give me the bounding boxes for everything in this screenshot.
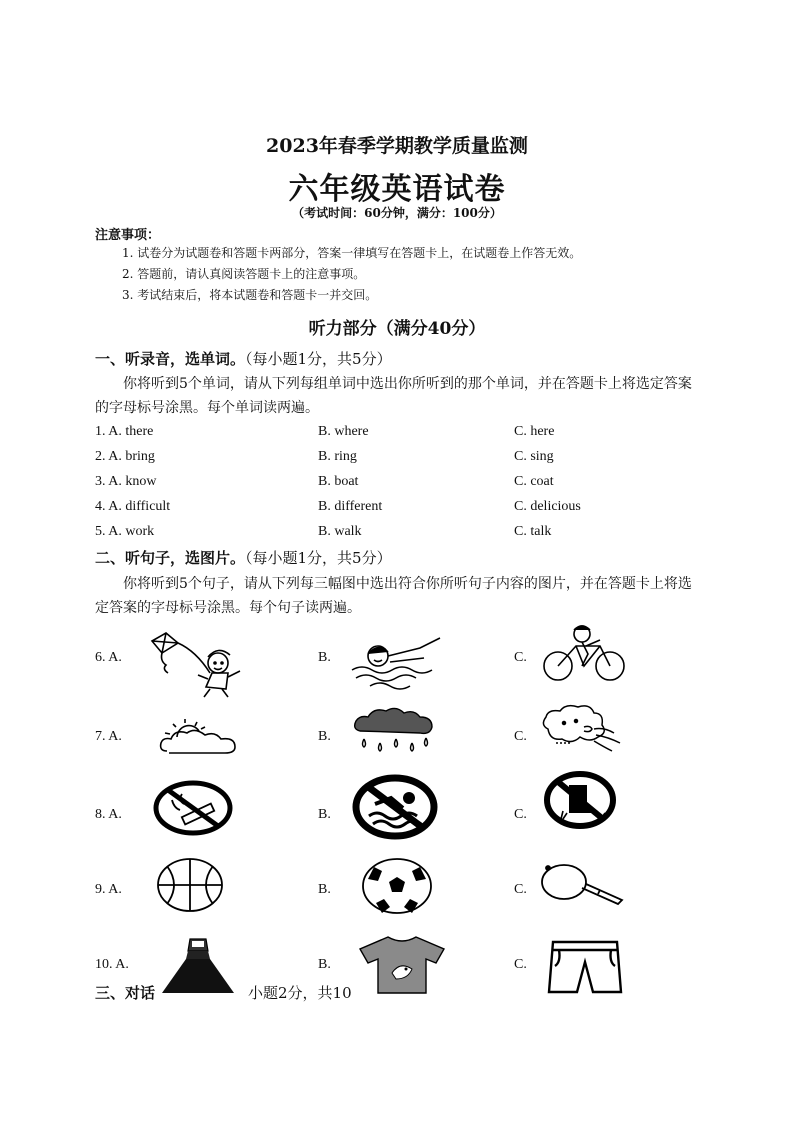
part1-scoring: （每小题1分，共5分）: [245, 350, 392, 368]
t-shirt-icon: [356, 933, 448, 995]
part2-instructions: 你将听到5个句子，请从下列每三幅图中选出符合你所听句子内容的图片，并在答题卡上将选定答案的字母标号涂黑。每个句子读两遍。: [95, 576, 692, 616]
sunny-cloudy-icon: [155, 717, 241, 755]
option-5a: 5. A. work: [95, 524, 155, 539]
option-3c: C. coat: [514, 474, 554, 489]
pic-label-9a: 9. A.: [95, 882, 122, 897]
exam-title-line2: 六年级英语试卷: [288, 172, 506, 207]
part2-title: 二、听句子，选图片。: [95, 549, 246, 567]
option-2b: B. ring: [318, 449, 357, 464]
notice-item: 2. 答题前，请认真阅读答题卡上的注意事项。: [122, 267, 366, 281]
part3-scoring: 小题2分，共10: [248, 984, 352, 1002]
ping-pong-paddle-icon: [538, 862, 628, 912]
windy-icon: [538, 703, 628, 755]
swimming-icon: [350, 634, 450, 689]
notice-item: 1. 试卷分为试题卷和答题卡两部分，答案一律填写在答题卡上，在试题卷上作答无效。: [122, 246, 582, 260]
exam-info: （考试时间：60分钟，满分：100分）: [292, 206, 502, 220]
pic-label-6a: 6. A.: [95, 650, 122, 665]
dress-icon: [160, 937, 236, 995]
pic-label-8b: B.: [318, 807, 331, 822]
notice-heading: 注意事项：: [95, 228, 161, 243]
cycling-icon: [542, 624, 628, 684]
part3-heading: [95, 982, 155, 1003]
option-4a: 4. A. difficult: [95, 499, 171, 514]
part1-title: 一、听录音，选单词。: [95, 350, 246, 368]
no-smoking-icon: [152, 780, 234, 836]
pic-label-10a: 10. A.: [95, 957, 129, 972]
pic-label-6b: B.: [318, 650, 331, 665]
option-3b: B. boat: [318, 474, 359, 489]
option-5b: B. walk: [318, 524, 362, 539]
pic-label-9b: B.: [318, 882, 331, 897]
option-1a: 1. A. there: [95, 424, 154, 439]
pic-label-6c: C.: [514, 650, 527, 665]
option-1c: C. here: [514, 424, 555, 439]
exam-title-line1: 2023年春季学期教学质量监测: [266, 135, 528, 157]
part1-heading: [95, 348, 392, 369]
listening-section-title: 听力部分（满分40分）: [308, 319, 486, 339]
football-icon: [360, 857, 434, 915]
notice-item: 3. 考试结束后，将本试题卷和答题卡一并交回。: [122, 288, 378, 302]
option-4b: B. different: [318, 499, 383, 514]
option-3a: 3. A. know: [95, 474, 157, 489]
rainy-icon: [350, 705, 436, 757]
no-swimming-icon: [351, 774, 439, 840]
option-5c: C. talk: [514, 524, 552, 539]
pic-label-9c: C.: [514, 882, 527, 897]
part2-heading: [95, 547, 392, 568]
no-walking-on-grass-icon: [543, 771, 617, 829]
basketball-icon: [155, 856, 225, 914]
option-4c: C. delicious: [514, 499, 581, 514]
part2-scoring: （每小题1分，共5分）: [245, 549, 392, 567]
part1-instructions: 你将听到5个单词，请从下列每组单词中选出你所听到的那个单词，并在答题卡上将选定答案的字母标号涂黑。每个单词读两遍。: [95, 376, 692, 416]
pic-label-8c: C.: [514, 807, 527, 822]
pic-label-8a: 8. A.: [95, 807, 122, 822]
option-1b: B. where: [318, 424, 369, 439]
pic-label-7c: C.: [514, 729, 527, 744]
pic-label-10c: C.: [514, 957, 527, 972]
pic-label-10b: B.: [318, 957, 331, 972]
pic-label-7b: B.: [318, 729, 331, 744]
pic-label-7a: 7. A.: [95, 729, 122, 744]
option-2a: 2. A. bring: [95, 449, 155, 464]
shorts-icon: [547, 940, 623, 996]
part3-title: 三、对话: [95, 984, 156, 1002]
kite-flying-icon: [148, 633, 248, 698]
option-2c: C. sing: [514, 449, 554, 464]
